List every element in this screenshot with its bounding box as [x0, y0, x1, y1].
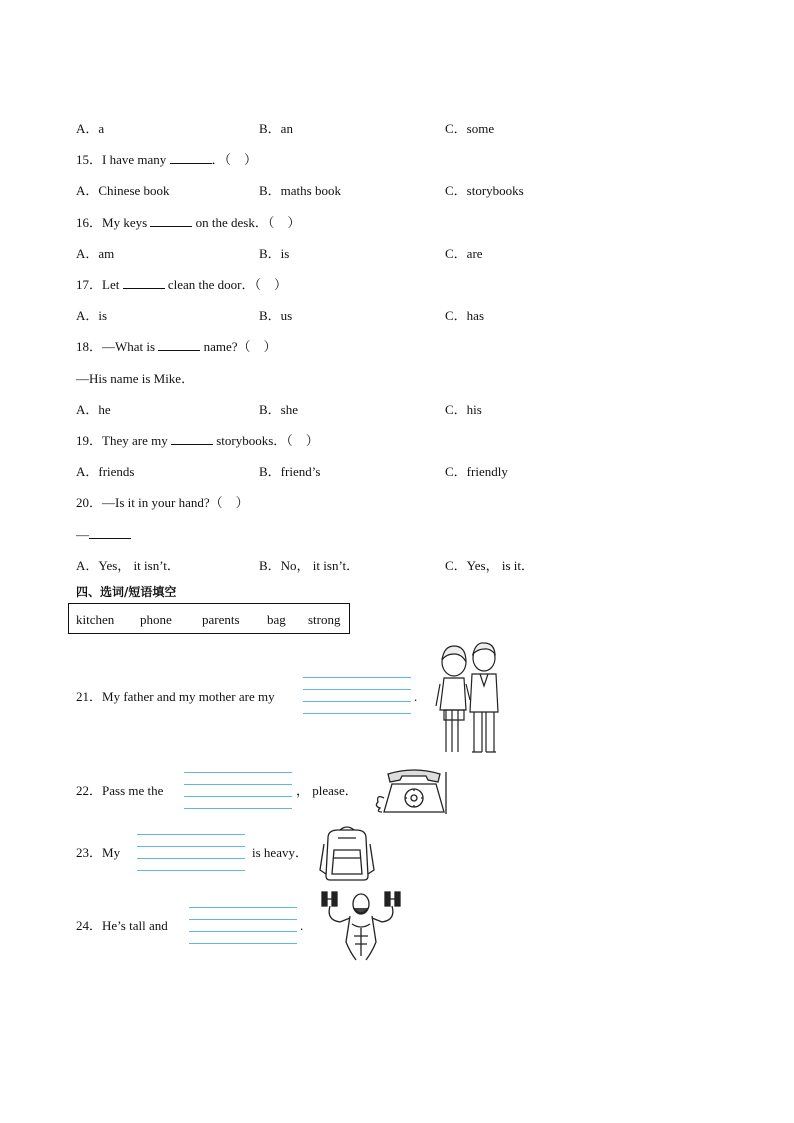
q16-text-pre: My keys: [102, 215, 148, 230]
q18-answer-line: —His name is Mike．: [76, 371, 195, 386]
q21-text-pre: My father and my mother are my: [102, 689, 275, 704]
q20-option-a: A．Yes， it isn’t．: [76, 558, 180, 573]
q16-option-c: C．are: [445, 246, 483, 261]
q17-number: 17．: [76, 277, 103, 292]
backpack-illustration: [320, 824, 374, 882]
word-bank-item: parents: [202, 612, 240, 627]
q15-option-a: A．Chinese book: [76, 183, 170, 198]
q17-option-b: B．us: [259, 308, 293, 323]
q15-option-b: B．maths book: [259, 183, 341, 198]
q18-number: 18．: [76, 339, 103, 354]
q19-option-a: A．friends: [76, 464, 135, 479]
q14-option-b: B．an: [259, 121, 293, 136]
strong-man-illustration: [320, 890, 402, 962]
question-24-text: [76, 918, 168, 934]
q16-option-a: A．am: [76, 246, 115, 261]
q23-text-post: is heavy．: [252, 845, 308, 860]
q19-option-b: B．friend’s: [259, 464, 321, 479]
word-bank-item: bag: [267, 612, 286, 627]
q23-number: 23．: [76, 845, 103, 860]
q22-number: 22．: [76, 783, 103, 798]
q22-text-post: ， please．: [296, 783, 358, 798]
q21-answer-lines[interactable]: [303, 677, 413, 717]
q24-text-post: .: [300, 918, 304, 933]
q20-dash: —: [76, 527, 89, 542]
q14-option-a: A．a: [76, 121, 105, 136]
q24-number: 24．: [76, 918, 103, 933]
word-bank-item: kitchen: [76, 612, 115, 627]
q15-text-post: ．（ ）: [211, 152, 258, 167]
question-22-text: [76, 783, 163, 799]
q19-option-c: C．friendly: [445, 464, 508, 479]
question-19: [76, 433, 319, 449]
q17-option-c: C．has: [445, 308, 485, 323]
q16-blank[interactable]: [150, 215, 192, 227]
question-18: [76, 339, 277, 355]
q16-number: 16．: [76, 215, 103, 230]
q16-option-b: B．is: [259, 246, 290, 261]
q17-text-post: clean the door．（ ）: [167, 277, 287, 292]
q24-answer-lines[interactable]: [189, 907, 299, 947]
q22-answer-lines[interactable]: [184, 772, 294, 812]
q19-blank[interactable]: [171, 433, 213, 445]
q15-option-c: C．storybooks: [445, 183, 524, 198]
q18-option-c: C．his: [445, 402, 482, 417]
q17-option-a: A．is: [76, 308, 108, 323]
section-4-title: 四、选词/短语填空: [76, 585, 177, 599]
q20-text: —Is it in your hand?（ ）: [102, 495, 249, 510]
question-16: [76, 215, 300, 231]
q19-number: 19．: [76, 433, 103, 448]
question-21-text: [76, 689, 275, 705]
q21-text-post: .: [414, 689, 418, 704]
q21-number: 21．: [76, 689, 103, 704]
q15-text-pre: I have many: [102, 152, 167, 167]
word-bank-box: [68, 603, 350, 634]
q16-text-post: on the desk．（ ）: [195, 215, 301, 230]
q15-blank[interactable]: [170, 152, 212, 164]
q17-text-pre: Let: [102, 277, 120, 292]
q18-text-post: name?（ ）: [203, 339, 277, 354]
q23-text-pre: My: [102, 845, 121, 860]
word-bank-item: strong: [308, 612, 341, 627]
q20-blank[interactable]: [89, 527, 131, 539]
parents-illustration: [436, 640, 502, 756]
telephone-illustration: [374, 768, 448, 816]
q19-text-pre: They are my: [102, 433, 168, 448]
q22-text-pre: Pass me the: [102, 783, 164, 798]
q23-answer-lines[interactable]: [137, 834, 247, 874]
q19-text-post: storybooks．（ ）: [216, 433, 319, 448]
q20-answer-line: [76, 527, 131, 543]
q20-option-b: B．No， it isn’t．: [259, 558, 360, 573]
q15-number: 15．: [76, 152, 103, 167]
q20-number: 20．: [76, 495, 103, 510]
q17-blank[interactable]: [123, 277, 165, 289]
question-17: [76, 277, 287, 293]
question-23-text: [76, 845, 120, 861]
q14-option-c: C．some: [445, 121, 495, 136]
q18-text-pre: —What is: [102, 339, 156, 354]
q18-option-b: B．she: [259, 402, 299, 417]
q24-text-pre: He’s tall and: [102, 918, 168, 933]
q20-option-c: C．Yes， is it．: [445, 558, 534, 573]
question-20: [76, 495, 249, 511]
word-bank-item: phone: [140, 612, 172, 627]
q18-option-a: A．he: [76, 402, 111, 417]
question-15: [76, 152, 257, 168]
q18-blank[interactable]: [158, 339, 200, 351]
